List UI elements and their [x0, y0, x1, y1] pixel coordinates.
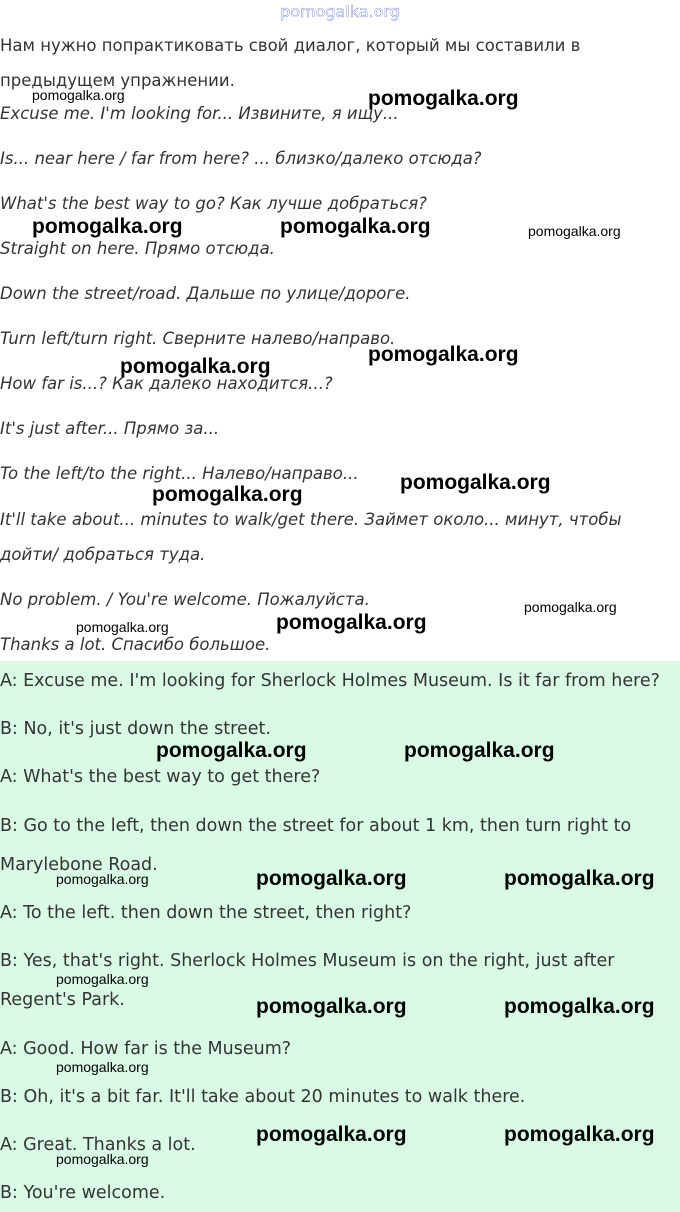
- watermark: pomogalka.org: [276, 611, 427, 634]
- dialog-line: A: Good. How far is the Museum?: [0, 1039, 292, 1059]
- watermark: pomogalka.org: [400, 471, 551, 494]
- phrase-item: How far is...? Как далеко находится...?: [0, 374, 333, 393]
- dialog-line: A: Excuse me. I'm looking for Sherlock Holmes Museum. Is it far from here?: [0, 671, 660, 691]
- dialog-line: A: To the left. then down the street, then right?: [0, 903, 412, 923]
- watermark: pomogalka.org: [56, 971, 149, 987]
- watermark: pomogalka.org: [504, 867, 655, 890]
- watermark: pomogalka.org: [280, 215, 431, 238]
- phrase-item: Thanks a lot. Спасибо большое.: [0, 635, 271, 654]
- dialog-line: B: You're welcome.: [0, 1183, 166, 1203]
- watermark: pomogalka.org: [256, 867, 407, 890]
- phrase-item: Straight on here. Прямо отсюда.: [0, 239, 275, 258]
- watermark: pomogalka.org: [504, 1123, 655, 1146]
- dialog-line: A: What's the best way to get there?: [0, 767, 321, 787]
- phrase-item: It'll take about... minutes to walk/get there. Займет около... минут, чтобы дойти/ добраться туда.: [0, 510, 622, 564]
- watermark: pomogalka.org: [368, 343, 519, 366]
- phrase-item: Turn left/turn right. Сверните налево/направо.: [0, 329, 396, 348]
- watermark: pomogalka.org: [152, 483, 303, 506]
- phrase-item: Excuse me. I'm looking for... Извините, я ищу...: [0, 104, 399, 123]
- dialog-line: B: Oh, it's a bit far. It'll take about 20 minutes to walk there.: [0, 1087, 526, 1107]
- watermark: pomogalka.org: [256, 995, 407, 1018]
- dialog-line: A: Great. Thanks a lot.: [0, 1135, 196, 1155]
- watermark: pomogalka.org: [56, 1059, 149, 1075]
- watermark: pomogalka.org: [120, 355, 271, 378]
- phrase-item: What's the best way to go? Как лучше добраться?: [0, 194, 427, 213]
- watermark: pomogalka.org: [156, 739, 307, 762]
- phrase-item: It's just after... Прямо за...: [0, 419, 220, 438]
- phrase-item: To the left/to the right... Налево/направо...: [0, 464, 359, 483]
- watermark: pomogalka.org: [32, 87, 125, 103]
- watermark: pomogalka.org: [76, 619, 169, 635]
- intro-text: Нам нужно попрактиковать свой диалог, который мы составили в предыдущем упражнении.: [0, 36, 581, 90]
- watermark: pomogalka.org: [524, 599, 617, 615]
- watermark: pomogalka.org: [504, 995, 655, 1018]
- dialog-line: B: Yes, that's right. Sherlock Holmes Museum is on the right, just after Regent's Park.: [0, 951, 615, 1010]
- site-title[interactable]: pomogalka.org: [280, 2, 400, 21]
- watermark: pomogalka.org: [368, 87, 519, 110]
- phrase-item: Down the street/road. Дальше по улице/дороге.: [0, 284, 411, 303]
- watermark: pomogalka.org: [256, 1123, 407, 1146]
- phrase-item: Is... near here / far from here? ... близко/далеко отсюда?: [0, 149, 482, 168]
- watermark: pomogalka.org: [32, 215, 183, 238]
- watermark: pomogalka.org: [56, 871, 149, 887]
- dialog-line: B: No, it's just down the street.: [0, 719, 271, 739]
- dialog-line: B: Go to the left, then down the street for about 1 km, then turn right to Marylebone Road.: [0, 816, 632, 875]
- phrase-item: No problem. / You're welcome. Пожалуйста.: [0, 590, 370, 609]
- watermark: pomogalka.org: [404, 739, 555, 762]
- watermark: pomogalka.org: [56, 1151, 149, 1167]
- watermark: pomogalka.org: [528, 223, 621, 239]
